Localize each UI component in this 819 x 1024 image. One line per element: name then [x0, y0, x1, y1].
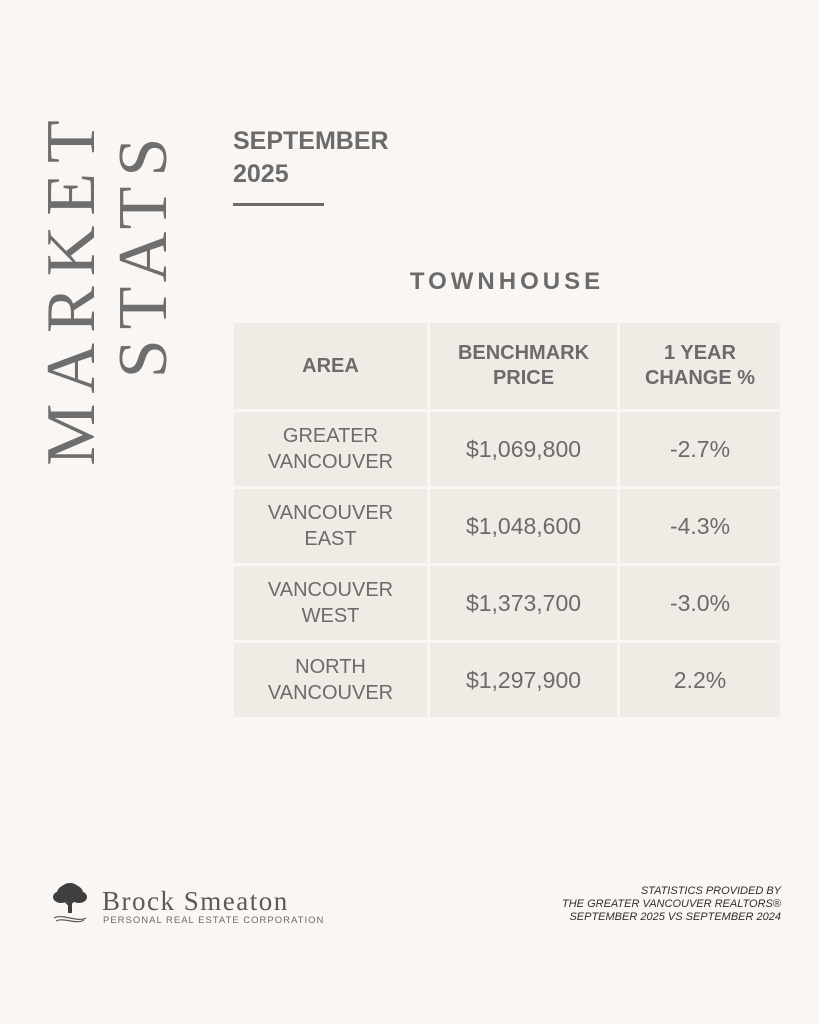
table-row — [234, 643, 780, 717]
brand-subtitle: PERSONAL REAL ESTATE CORPORATION — [103, 915, 325, 926]
brand-logo — [50, 882, 350, 930]
header-benchmark-price — [430, 323, 617, 409]
header-area: AREA — [234, 323, 427, 409]
cell-change: 2.2% — [620, 643, 780, 717]
table-row — [234, 566, 780, 640]
title-stats: STATS — [105, 127, 182, 379]
area-line1: VANCOUVER — [267, 502, 394, 524]
period-month: SEPTEMBER — [233, 127, 389, 155]
area-line2: VANCOUVER — [267, 451, 394, 473]
source-line3: SEPTEMBER 2025 VS SEPTEMBER 2024 — [569, 911, 781, 923]
area-line2: EAST — [304, 528, 357, 550]
cell-area — [234, 489, 427, 563]
header-price-line1: BENCHMARK — [457, 342, 590, 364]
report-period — [233, 125, 389, 191]
area-line1: NORTH — [295, 656, 366, 678]
area-line1: GREATER — [282, 425, 379, 447]
table-row — [234, 489, 780, 563]
source-line1: STATISTICS PROVIDED BY — [640, 885, 781, 897]
cell-change: -4.3% — [620, 489, 780, 563]
table-header-row — [234, 323, 780, 409]
table-row — [234, 412, 780, 486]
area-line1: VANCOUVER — [267, 579, 394, 601]
cell-price: $1,048,600 — [430, 489, 617, 563]
header-price-line2: PRICE — [492, 367, 555, 389]
header-change-line2: CHANGE % — [644, 367, 755, 389]
cell-price: $1,373,700 — [430, 566, 617, 640]
stats-table — [231, 320, 783, 720]
divider — [233, 203, 324, 206]
cell-price: $1,069,800 — [430, 412, 617, 486]
title-market: MARKET — [33, 110, 110, 466]
area-line2: VANCOUVER — [267, 682, 394, 704]
section-title: TOWNHOUSE — [409, 268, 605, 295]
source-note — [562, 885, 781, 924]
tree-icon — [50, 882, 90, 926]
brand-name: Brock Smeaton — [102, 886, 289, 916]
period-year: 2025 — [233, 160, 289, 188]
cell-area — [234, 566, 427, 640]
cell-change: -2.7% — [620, 412, 780, 486]
cell-area — [234, 412, 427, 486]
area-line2: WEST — [301, 605, 360, 627]
header-change-line1: 1 YEAR — [664, 342, 736, 364]
cell-change: -3.0% — [620, 566, 780, 640]
cell-price: $1,297,900 — [430, 643, 617, 717]
cell-area — [234, 643, 427, 717]
source-line2: THE GREATER VANCOUVER REALTORS® — [562, 898, 781, 910]
header-change — [620, 323, 780, 409]
